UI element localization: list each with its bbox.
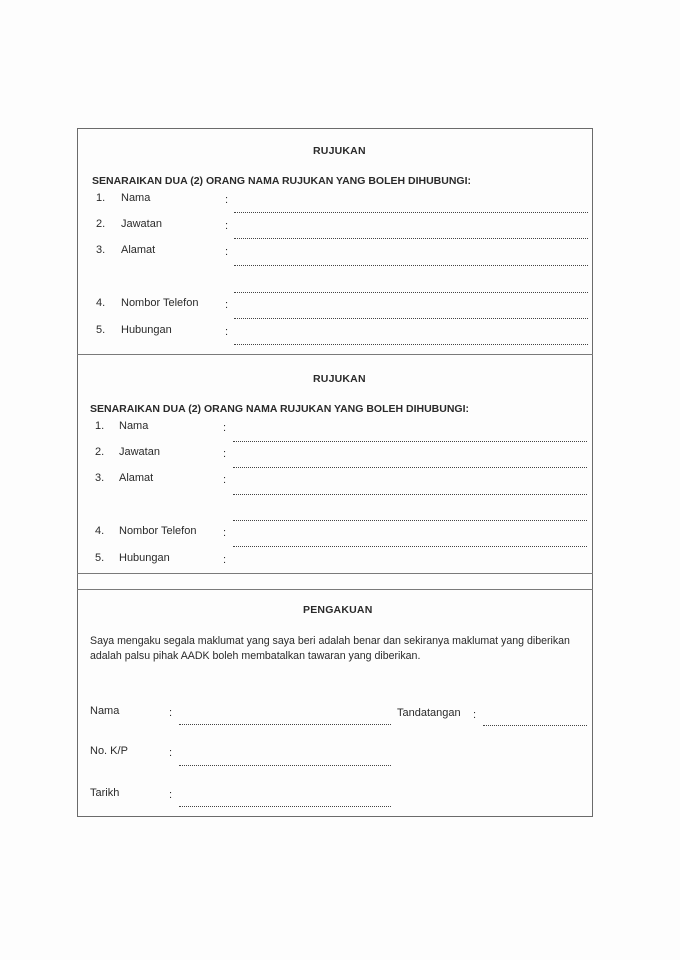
section-title: RUJUKAN [313,145,366,157]
declaration-name-input-line[interactable] [179,724,391,725]
field-colon: : [225,299,229,311]
field-number: 4. [96,297,106,309]
field-number: 1. [96,192,106,204]
field-colon: : [169,789,173,801]
field-colon: : [223,422,227,434]
field-colon: : [225,194,229,206]
field-number: 4. [95,525,105,537]
section-heading: SENARAIKAN DUA (2) ORANG NAMA RUJUKAN YANG BOLEH DIHUBUNGI: [90,403,469,415]
section-divider [77,354,593,355]
field-number: 2. [96,218,106,230]
field-colon: : [225,326,229,338]
section-divider [77,573,593,574]
address-input-line-2[interactable] [234,292,588,293]
address-input-line-1[interactable] [234,265,588,266]
field-label-telefon: Nombor Telefon [121,297,199,309]
relationship-input-line[interactable] [234,344,588,345]
field-label-nama: Nama [121,192,151,204]
field-colon: : [223,527,227,539]
field-number: 3. [95,472,105,484]
field-number: 1. [95,420,105,432]
field-label-jawatan: Jawatan [119,446,160,458]
phone-input-line[interactable] [234,318,588,319]
field-colon: : [223,554,227,566]
ic-number-input-line[interactable] [179,765,391,766]
field-label-nama: Nama [119,420,149,432]
field-number: 5. [95,552,105,564]
field-label-telefon: Nombor Telefon [119,525,197,537]
field-colon: : [225,220,229,232]
position-input-line[interactable] [234,238,588,239]
declaration-label-nama: Nama [90,705,120,717]
field-number: 3. [96,244,106,256]
position-input-line[interactable] [233,467,587,468]
field-label-alamat: Alamat [121,244,156,256]
field-colon: : [225,246,229,258]
declaration-label-tarikh: Tarikh [90,787,120,799]
name-input-line[interactable] [234,212,588,213]
declaration-text: Saya mengaku segala maklumat yang saya beri adalah benar dan sekiranya maklumat yang diberikan adalah palsu pihak AADK boleh membatalkan tawaran yang diberikan. [90,635,570,662]
section-title: RUJUKAN [313,373,366,385]
address-input-line-1[interactable] [233,494,587,495]
section-heading: SENARAIKAN DUA (2) ORANG NAMA RUJUKAN YANG BOLEH DIHUBUNGI: [92,175,471,187]
address-input-line-2[interactable] [233,520,587,521]
phone-input-line[interactable] [233,546,587,547]
field-label-hubungan: Hubungan [119,552,170,564]
field-colon: : [169,747,173,759]
field-label-hubungan: Hubungan [121,324,172,336]
field-number: 2. [95,446,105,458]
field-colon: : [473,709,477,721]
field-label-alamat: Alamat [119,472,154,484]
declaration-title: PENGAKUAN [303,604,373,616]
field-colon: : [169,707,173,719]
date-input-line[interactable] [179,806,391,807]
field-colon: : [223,448,227,460]
signature-input-line[interactable] [483,725,587,726]
field-label-jawatan: Jawatan [121,218,162,230]
name-input-line[interactable] [233,441,587,442]
form-frame [77,128,593,817]
declaration-label-ic: No. K/P [90,745,128,757]
field-colon: : [223,474,227,486]
section-divider [77,589,593,590]
declaration-label-tandatangan: Tandatangan [397,707,461,719]
field-number: 5. [96,324,106,336]
